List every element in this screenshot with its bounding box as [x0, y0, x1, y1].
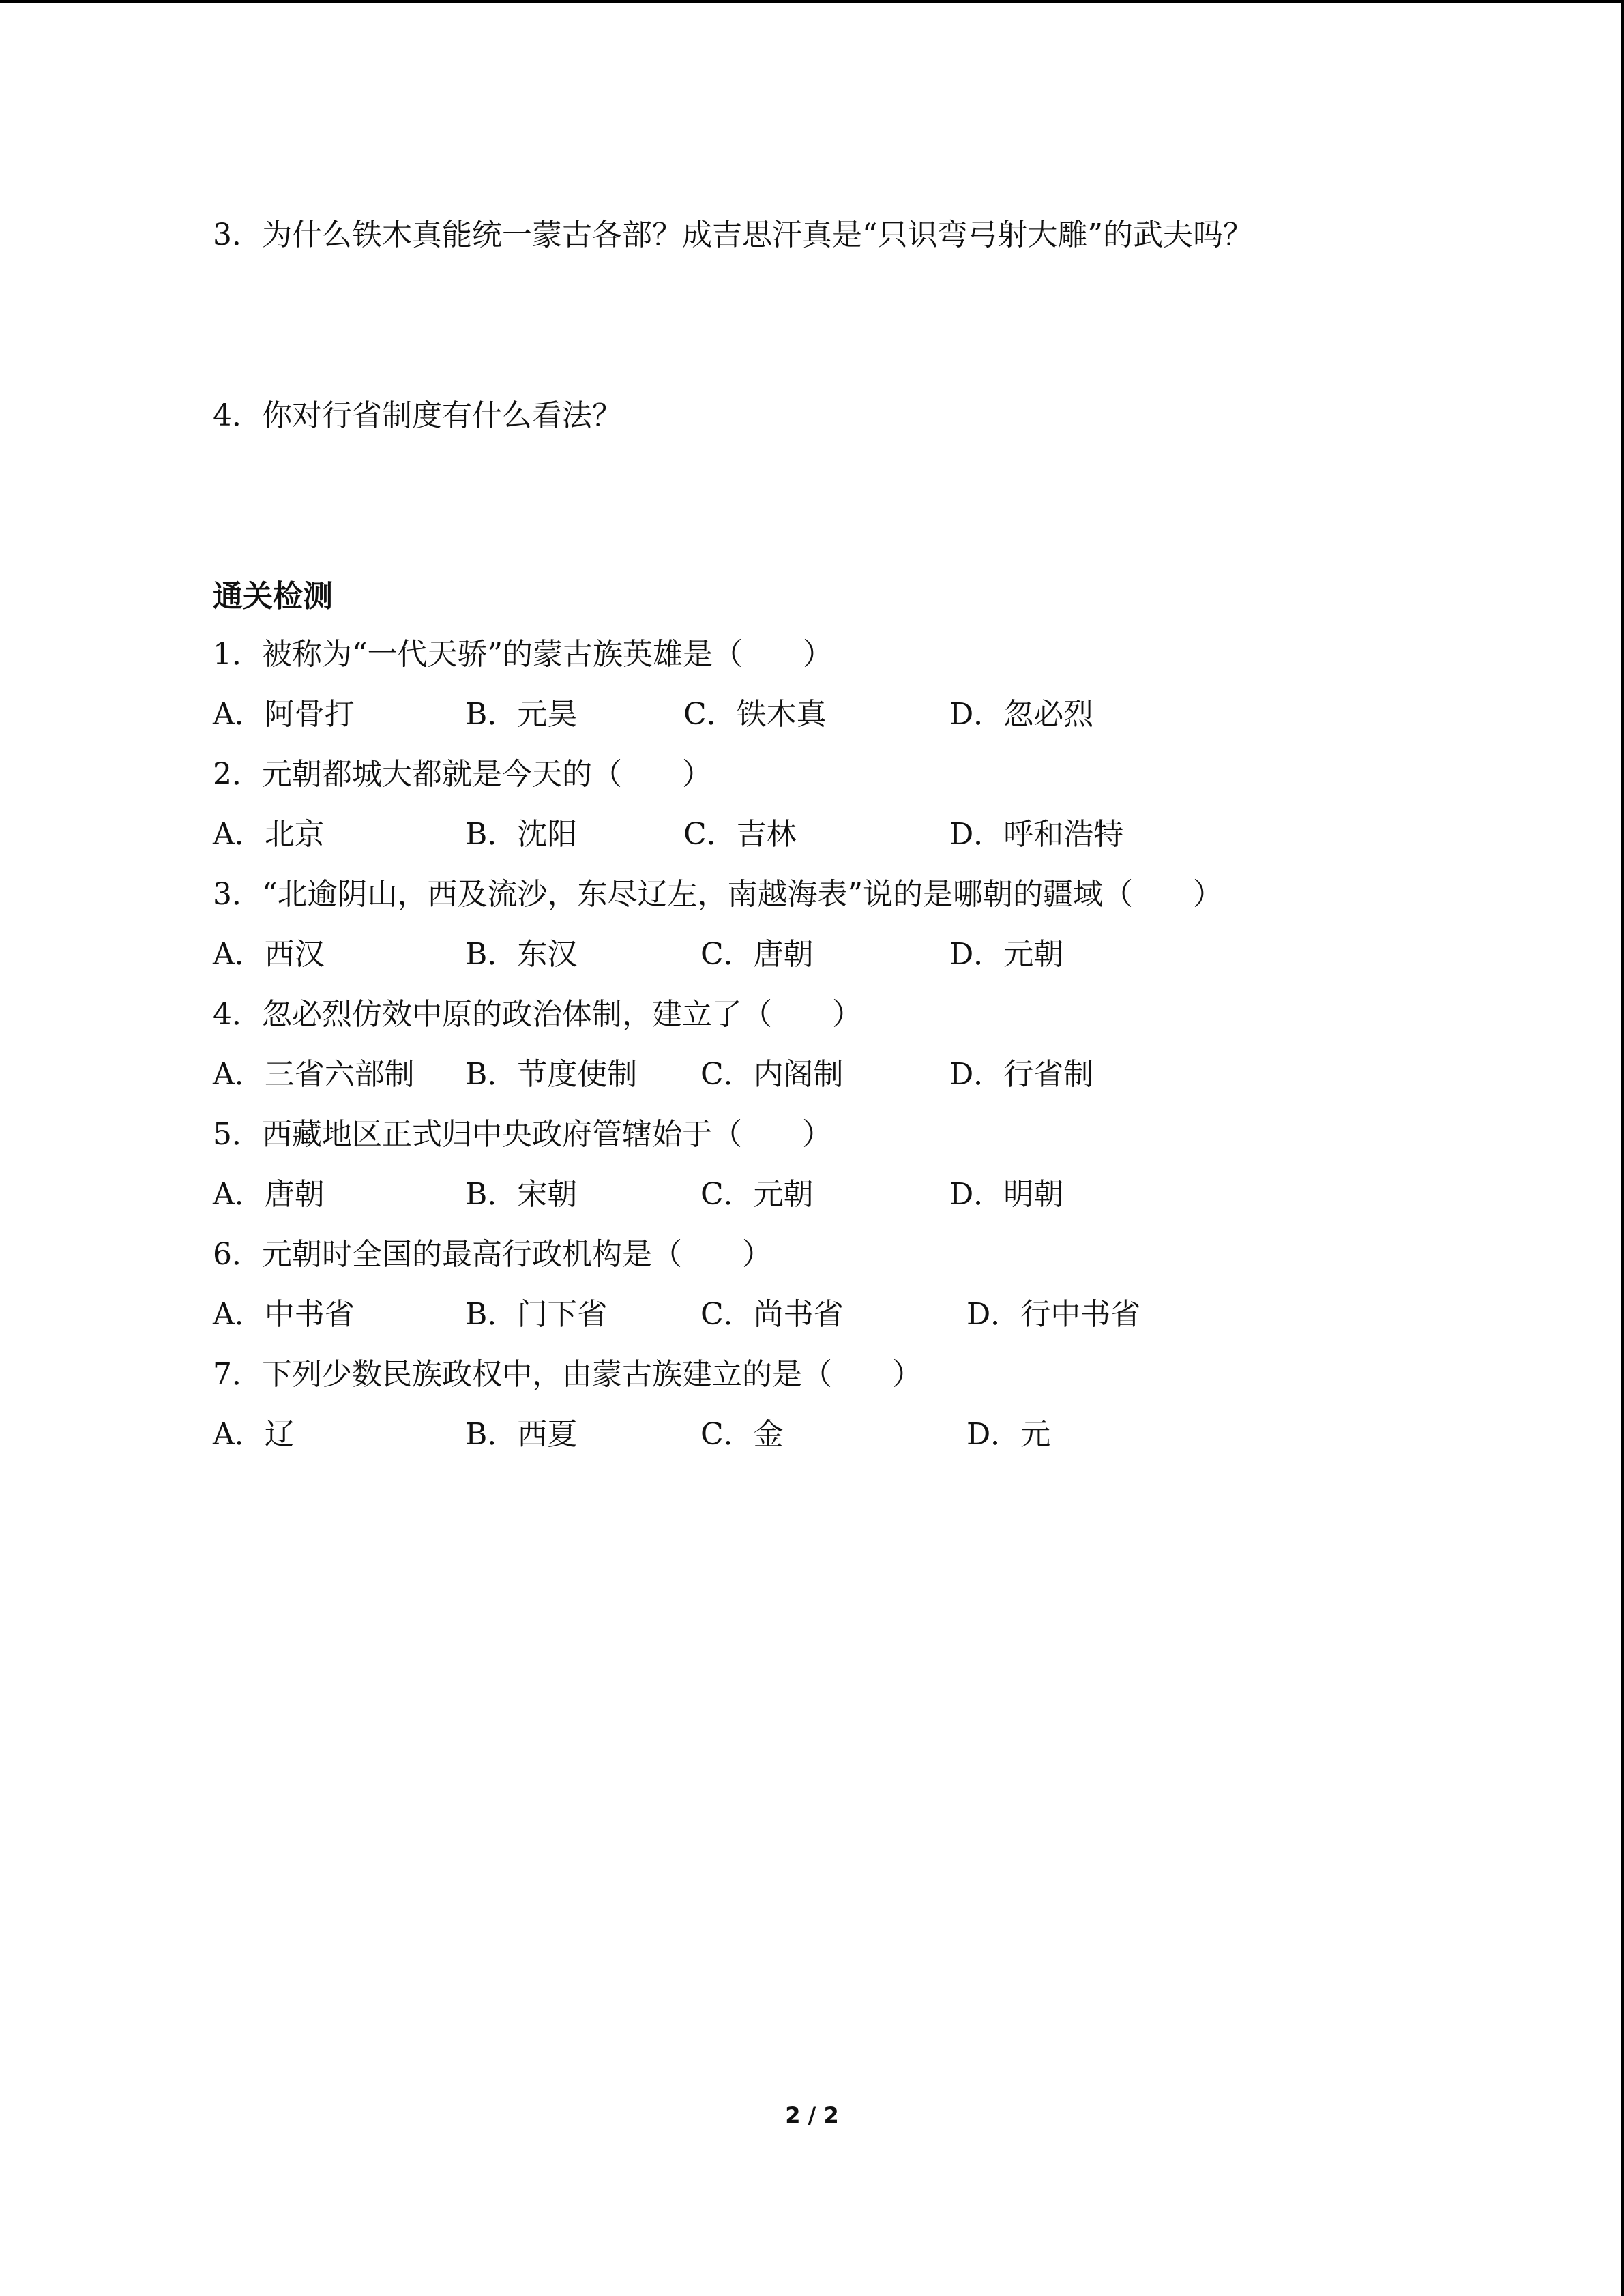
option-b[interactable]: B．西夏 [465, 1417, 578, 1452]
option-a[interactable]: A．唐朝 [213, 1177, 325, 1212]
option-b[interactable]: B．元昊 [465, 697, 578, 732]
quiz-heading: 通关检测 [213, 579, 333, 614]
quiz-options-7 [213, 1414, 1509, 1455]
option-c[interactable]: C．内阁制 [700, 1057, 844, 1092]
page-border-right [1621, 0, 1624, 2296]
option-d[interactable]: D．明朝 [949, 1177, 1064, 1212]
option-a[interactable]: A．阿骨打 [213, 697, 355, 732]
quiz-question-2: 2．元朝都城大都就是今天的（ ） [213, 757, 712, 792]
quiz-question-1: 1．被称为“一代天骄”的蒙古族英雄是（ ） [213, 637, 833, 672]
option-b[interactable]: B．宋朝 [465, 1177, 578, 1212]
quiz-question-6: 6．元朝时全国的最高行政机构是（ ） [213, 1237, 772, 1272]
discussion-question-4: 4．你对行省制度有什么看法？ [213, 398, 622, 433]
option-d[interactable]: D．元 [966, 1417, 1051, 1452]
option-b[interactable]: B．东汉 [465, 937, 578, 972]
option-c[interactable]: C．元朝 [700, 1177, 814, 1212]
option-b[interactable]: B．节度使制 [465, 1057, 638, 1092]
option-c[interactable]: C．尚书省 [700, 1297, 844, 1332]
page-number: 2 / 2 [785, 2102, 839, 2128]
option-d[interactable]: D．忽必烈 [949, 697, 1094, 732]
option-a[interactable]: A．西汉 [213, 937, 325, 972]
quiz-options-4 [213, 1054, 1509, 1095]
quiz-options-3 [213, 934, 1509, 975]
quiz-options-2 [213, 814, 1509, 855]
option-d[interactable]: D．元朝 [949, 937, 1064, 972]
discussion-question-3: 3．为什么铁木真能统一蒙古各部？成吉思汗真是“只识弯弓射大雕”的武夫吗？ [213, 218, 1253, 252]
option-a[interactable]: A．辽 [213, 1417, 295, 1452]
quiz-question-7: 7．下列少数民族政权中，由蒙古族建立的是（ ） [213, 1357, 922, 1392]
option-c[interactable]: C．吉林 [683, 817, 797, 852]
option-d[interactable]: D．行中书省 [966, 1297, 1141, 1332]
option-b[interactable]: B．沈阳 [465, 817, 578, 852]
option-d[interactable]: D．呼和浩特 [949, 817, 1124, 852]
quiz-options-1 [213, 694, 1509, 735]
option-c[interactable]: C．铁木真 [683, 697, 827, 732]
quiz-options-5 [213, 1174, 1509, 1215]
page-border-top [0, 0, 1624, 3]
option-d[interactable]: D．行省制 [949, 1057, 1094, 1092]
quiz-question-3: 3．“北逾阴山，西及流沙，东尽辽左，南越海表”说的是哪朝的疆域（ ） [213, 877, 1223, 912]
quiz-question-5: 5．西藏地区正式归中央政府管辖始于（ ） [213, 1117, 832, 1152]
option-c[interactable]: C．金 [700, 1417, 784, 1452]
quiz-question-4: 4．忽必烈仿效中原的政治体制，建立了（ ） [213, 997, 862, 1032]
option-b[interactable]: B．门下省 [465, 1297, 608, 1332]
option-a[interactable]: A．北京 [213, 817, 325, 852]
option-c[interactable]: C．唐朝 [700, 937, 814, 972]
option-a[interactable]: A．三省六部制 [213, 1057, 415, 1092]
quiz-options-6 [213, 1294, 1509, 1335]
option-a[interactable]: A．中书省 [213, 1297, 355, 1332]
